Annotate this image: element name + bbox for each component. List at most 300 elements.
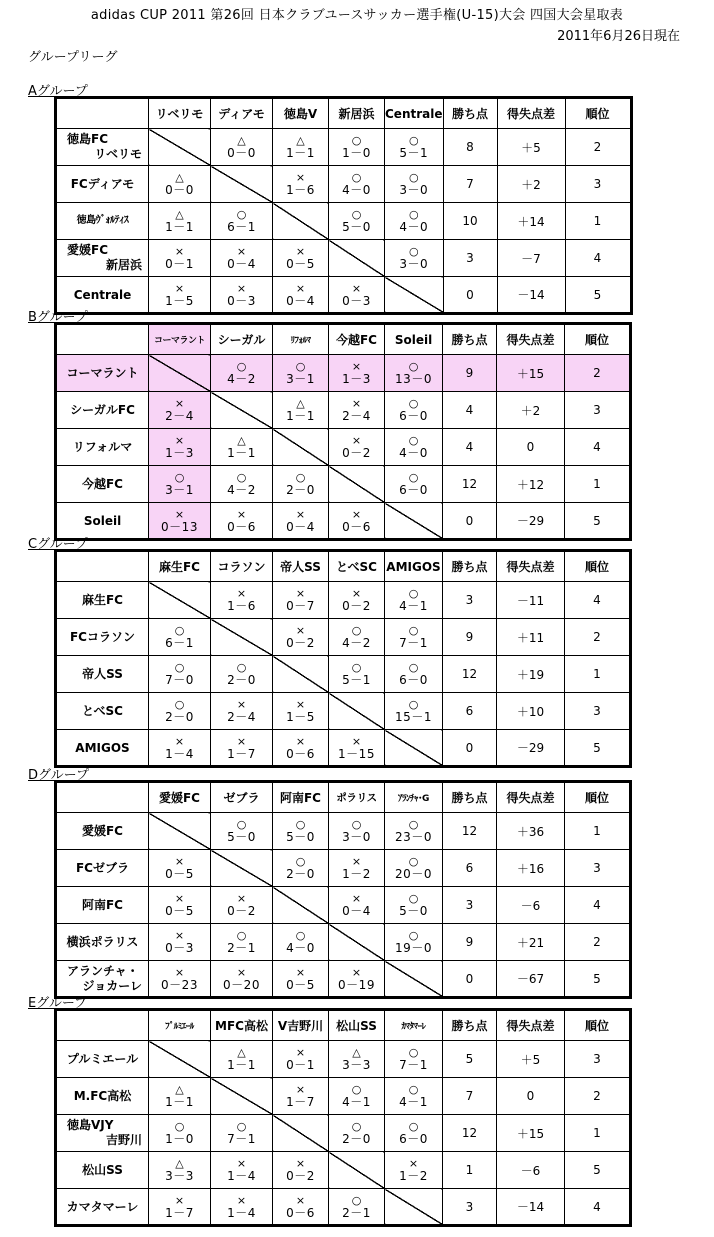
goal-diff-cell: ＋12 [497,466,565,503]
opponent-header: コーマラント [149,324,211,355]
rank-cell: 1 [565,656,631,693]
team-name: シーガルFC [56,392,149,429]
points-cell: 3 [443,582,497,619]
match-result [273,1152,329,1189]
opponent-header: 愛媛FC [149,782,211,813]
result-symbol: × [174,965,185,979]
result-symbol: × [351,965,362,979]
points-header: 勝ち点 [443,1010,497,1041]
table-row [56,1078,631,1115]
group-label-d: Dグループ [28,768,89,783]
match-score: 1－2 [342,867,371,881]
table-row [56,924,631,961]
match-score: 0－2 [342,446,371,460]
match-result [385,166,444,203]
points-cell: 9 [443,355,497,392]
self-match-cell [149,1041,211,1078]
result-symbol: × [351,434,362,447]
team-name: 麻生FC [56,582,149,619]
result-symbol: × [295,1083,306,1096]
rank-cell: 3 [565,850,631,887]
result-symbol: △ [175,1083,184,1096]
team-name: プルミエール [56,1041,149,1078]
self-match-cell [149,582,211,619]
points-cell: 3 [443,887,497,924]
self-match-cell [385,277,444,314]
team-name: 阿南FC [56,887,149,924]
match-result [385,429,443,466]
match-score: 4－1 [399,1095,428,1109]
opponent-header: 阿南FC [273,782,329,813]
rank-cell: 2 [565,355,631,392]
points-cell: 10 [443,203,497,240]
result-symbol: △ [237,434,246,447]
team-name: アランチャ・ ジョカーレ [56,961,149,998]
team-name: コーマラント [56,355,149,392]
goal-diff-cell: －6 [497,1152,565,1189]
result-symbol: × [351,281,362,295]
group-label-b: Bグループ [28,310,88,325]
match-result [149,850,211,887]
result-symbol: × [174,1193,185,1207]
match-result [385,813,443,850]
opponent-header: 帝人SS [273,551,329,582]
points-cell: 8 [443,129,497,166]
result-symbol: × [174,734,185,748]
match-result [149,1115,211,1152]
result-symbol: × [295,171,306,184]
match-result [385,887,443,924]
points-cell: 0 [443,730,497,767]
rank-cell: 3 [565,166,631,203]
match-score: 0－19 [338,977,375,992]
result-symbol: △ [175,208,184,221]
self-match-cell [273,429,329,466]
table-row [56,693,631,730]
match-score: 0－4 [286,519,315,534]
group-table-a [54,96,633,315]
match-result [149,1152,211,1189]
goal-diff-cell: －7 [497,240,565,277]
match-result [385,129,444,166]
match-result [329,277,385,314]
match-score: 2－4 [165,409,194,423]
result-symbol: × [295,624,306,637]
match-result [149,392,211,429]
match-score: 0－5 [165,904,194,918]
goal-diff-header: 得失点差 [497,324,565,355]
match-score: 3－1 [165,483,194,497]
self-match-cell [329,240,385,277]
result-symbol: ○ [236,818,247,831]
match-score: 0－13 [161,519,198,534]
points-cell: 12 [443,1115,497,1152]
match-result [273,850,329,887]
match-score: 1－15 [338,746,375,761]
result-symbol: × [236,734,247,748]
goal-diff-cell: ＋10 [497,693,565,730]
header-row [56,98,632,129]
match-result [385,1152,443,1189]
match-score: 0－2 [286,1169,315,1183]
rank-cell: 4 [565,887,631,924]
goal-diff-cell: －14 [497,1189,565,1226]
match-score: 1－6 [227,599,256,613]
points-cell: 7 [443,166,497,203]
corner-cell [56,1010,149,1041]
result-symbol: ○ [408,661,419,674]
match-result [329,619,385,656]
self-match-cell [329,1152,385,1189]
goal-diff-cell: ＋11 [497,619,565,656]
result-symbol: ○ [408,698,419,711]
corner-cell [56,551,149,582]
match-result [149,1078,211,1115]
match-score: 15－1 [395,710,432,724]
result-symbol: × [174,929,185,942]
team-name: 徳島ｳﾞｫﾙﾃｨｽ [56,203,149,240]
team-name: 横浜ポラリス [56,924,149,961]
self-match-cell [273,203,329,240]
match-result [273,166,329,203]
table-row [56,1189,631,1226]
match-result [273,240,329,277]
goal-diff-cell: －11 [497,582,565,619]
match-score: 1－7 [227,746,256,761]
match-result [329,129,385,166]
team-name: 松山SS [56,1152,149,1189]
result-symbol: × [295,587,306,600]
result-symbol: × [295,507,306,521]
match-score: 1－1 [227,446,256,460]
result-symbol: ○ [236,929,247,942]
group-label-e: Eグループ [28,996,88,1011]
self-match-cell [149,813,211,850]
self-match-cell [211,619,273,656]
goal-diff-cell: －67 [497,961,565,998]
match-score: 1－1 [165,220,194,234]
match-score: 1－4 [165,746,194,761]
opponent-header: ｱﾗﾝﾁｬ･G [385,782,443,813]
result-symbol: × [236,1157,247,1170]
match-result [211,466,273,503]
self-match-cell [273,656,329,693]
self-match-cell [329,693,385,730]
opponent-header: ポラリス [329,782,385,813]
match-score: 1－5 [286,710,315,724]
opponent-header: シーガル [211,324,273,355]
team-name: Soleil [56,503,149,540]
points-cell: 12 [443,466,497,503]
match-result [385,240,444,277]
table-row [56,1115,631,1152]
result-symbol: △ [175,1157,184,1170]
match-result [385,656,443,693]
match-score: 6－0 [399,1132,428,1146]
goal-diff-cell: ＋36 [497,813,565,850]
rank-cell: 3 [565,392,631,429]
result-symbol: ○ [408,434,419,447]
match-result [329,961,385,998]
match-score: 1－4 [227,1169,256,1183]
rank-cell: 5 [565,277,631,314]
match-score: 0－1 [165,257,194,271]
match-score: 0－3 [227,293,256,308]
match-result [211,656,273,693]
match-score: 3－0 [399,257,429,271]
match-result [329,850,385,887]
match-score: 5－0 [227,830,256,844]
match-result [273,355,329,392]
match-result [211,813,273,850]
match-score: 0－6 [286,1205,315,1220]
goal-diff-cell: ＋15 [497,1115,565,1152]
match-result [211,924,273,961]
self-match-cell [273,887,329,924]
rank-cell: 5 [565,730,631,767]
match-result [329,1115,385,1152]
self-match-cell [149,129,211,166]
match-score: 1－1 [165,1095,194,1109]
rank-cell: 1 [565,1115,631,1152]
match-score: 7－1 [227,1132,256,1146]
self-match-cell [385,730,443,767]
opponent-header: ﾘﾌｫﾙﾏ [273,324,329,355]
result-symbol: × [295,245,306,258]
result-symbol: ○ [408,397,419,410]
goal-diff-cell: 0 [497,1078,565,1115]
result-symbol: ○ [295,929,306,942]
self-match-cell [329,466,385,503]
rank-header: 順位 [565,98,631,129]
match-result [149,656,211,693]
match-result [385,466,443,503]
match-score: 4－0 [342,183,371,197]
result-symbol: × [174,281,185,295]
match-result [211,1189,273,1226]
match-score: 0－0 [165,183,194,197]
match-result [211,203,273,240]
table-row [56,355,631,392]
opponent-header: 徳島V [273,98,329,129]
points-header: 勝ち点 [443,551,497,582]
result-symbol: × [174,434,185,447]
match-score: 0－6 [342,519,371,534]
team-name: 帝人SS [56,656,149,693]
match-result [385,619,443,656]
rank-header: 順位 [565,782,631,813]
match-score: 6－1 [227,220,256,234]
result-symbol: × [351,892,362,905]
group-table-b [54,322,632,541]
rank-cell: 2 [565,1078,631,1115]
match-score: 1－7 [165,1205,194,1220]
table-row [56,887,631,924]
team-name: M.FC高松 [56,1078,149,1115]
match-result [273,1189,329,1226]
rank-cell: 1 [565,203,631,240]
match-result [149,240,211,277]
match-score: 4－2 [227,483,256,497]
team-name: 徳島FC リベリモ [56,129,149,166]
match-score: 19－0 [395,941,432,955]
match-result [273,924,329,961]
points-cell: 9 [443,619,497,656]
goal-diff-cell: ＋5 [497,1041,565,1078]
match-score: 1－2 [399,1169,428,1183]
rank-cell: 1 [565,813,631,850]
points-header: 勝ち点 [443,324,497,355]
goal-diff-header: 得失点差 [497,782,565,813]
match-result [211,582,273,619]
result-symbol: ○ [408,245,419,258]
match-result [385,582,443,619]
table-row [56,129,632,166]
match-result [385,693,443,730]
result-symbol: × [295,965,306,979]
goal-diff-cell: ＋5 [497,129,565,166]
result-symbol: × [351,397,362,410]
match-score: 0－20 [223,977,260,992]
result-symbol: × [295,1046,306,1059]
match-result [273,730,329,767]
result-symbol: ○ [295,855,306,868]
match-result [385,924,443,961]
points-cell: 6 [443,693,497,730]
match-score: 2－0 [165,710,194,724]
header-row [56,324,631,355]
result-symbol: ○ [408,587,419,600]
result-symbol: ○ [236,471,247,484]
team-name: 愛媛FC 新居浜 [56,240,149,277]
match-result [211,355,273,392]
team-name: とべSC [56,693,149,730]
goal-diff-header: 得失点差 [497,1010,565,1041]
opponent-header: ゼブラ [211,782,273,813]
result-symbol: ○ [408,1083,419,1096]
match-score: 1－1 [286,409,315,423]
table-row [56,203,632,240]
match-score: 23－0 [395,830,432,844]
match-score: 6－1 [165,636,194,650]
match-result [385,850,443,887]
match-score: 6－0 [399,673,428,687]
result-symbol: ○ [351,1083,362,1096]
table-row [56,503,631,540]
result-symbol: ○ [408,1046,419,1059]
self-match-cell [149,355,211,392]
result-symbol: ○ [236,208,247,221]
match-score: 1－3 [165,446,194,460]
result-symbol: ○ [408,471,419,484]
page-title: adidas CUP 2011 第26回 日本クラブユースサッカー選手権(U-15)大会 四国大会星取表 [90,8,624,23]
match-score: 1－7 [286,1095,315,1109]
match-result [329,166,385,203]
result-symbol: ○ [236,360,247,373]
match-result [329,392,385,429]
rank-cell: 2 [565,924,631,961]
match-score: 6－0 [399,409,428,423]
self-match-cell [385,1189,443,1226]
points-cell: 0 [443,277,497,314]
points-cell: 12 [443,813,497,850]
match-result [329,1078,385,1115]
result-symbol: ○ [408,818,419,831]
match-result [385,355,443,392]
result-symbol: × [236,281,247,295]
match-result [149,429,211,466]
match-score: 1－5 [165,293,194,308]
points-cell: 3 [443,1189,497,1226]
match-score: 0－4 [227,257,256,271]
group-label-a: Aグループ [28,84,88,99]
team-name: 愛媛FC [56,813,149,850]
result-symbol: ○ [174,661,185,674]
match-score: 0－2 [286,636,315,650]
result-symbol: ○ [408,624,419,637]
match-result [211,240,273,277]
match-result [273,1041,329,1078]
points-cell: 12 [443,656,497,693]
match-result [211,1152,273,1189]
points-cell: 4 [443,429,497,466]
team-name: 徳島VJY 吉野川 [56,1115,149,1152]
team-name: AMIGOS [56,730,149,767]
result-symbol: △ [296,134,305,147]
rank-header: 順位 [565,551,631,582]
match-result [385,203,444,240]
corner-cell [56,98,149,129]
self-match-cell [211,850,273,887]
result-symbol: × [236,892,247,905]
group-label-c: Cグループ [28,537,89,552]
result-symbol: ○ [351,171,362,184]
group-table-e [54,1008,632,1227]
result-symbol: ○ [351,1120,362,1133]
match-score: 0－5 [286,977,315,992]
result-symbol: △ [352,1046,361,1059]
match-score: 2－0 [286,867,315,881]
result-symbol: × [236,587,247,600]
result-symbol: ○ [295,471,306,484]
result-symbol: ○ [408,208,419,221]
match-score: 1－0 [165,1132,194,1146]
match-result [149,730,211,767]
match-result [329,887,385,924]
result-symbol: × [351,587,362,600]
result-symbol: ○ [351,661,362,674]
goal-diff-cell: ＋21 [497,924,565,961]
section-subtitle: グループリーグ [28,50,118,65]
match-result [273,503,329,540]
match-result [273,129,329,166]
match-score: 3－0 [399,183,429,197]
result-symbol: ○ [174,471,185,484]
result-symbol: △ [237,1046,246,1059]
match-result [273,1078,329,1115]
goal-diff-cell: ＋2 [497,166,565,203]
result-symbol: × [351,507,362,521]
opponent-header: コラソン [211,551,273,582]
points-cell: 4 [443,392,497,429]
match-result [273,466,329,503]
table-row [56,1041,631,1078]
table-row [56,240,632,277]
self-match-cell [385,503,443,540]
rank-cell: 3 [565,693,631,730]
match-result [149,277,211,314]
match-result [211,277,273,314]
